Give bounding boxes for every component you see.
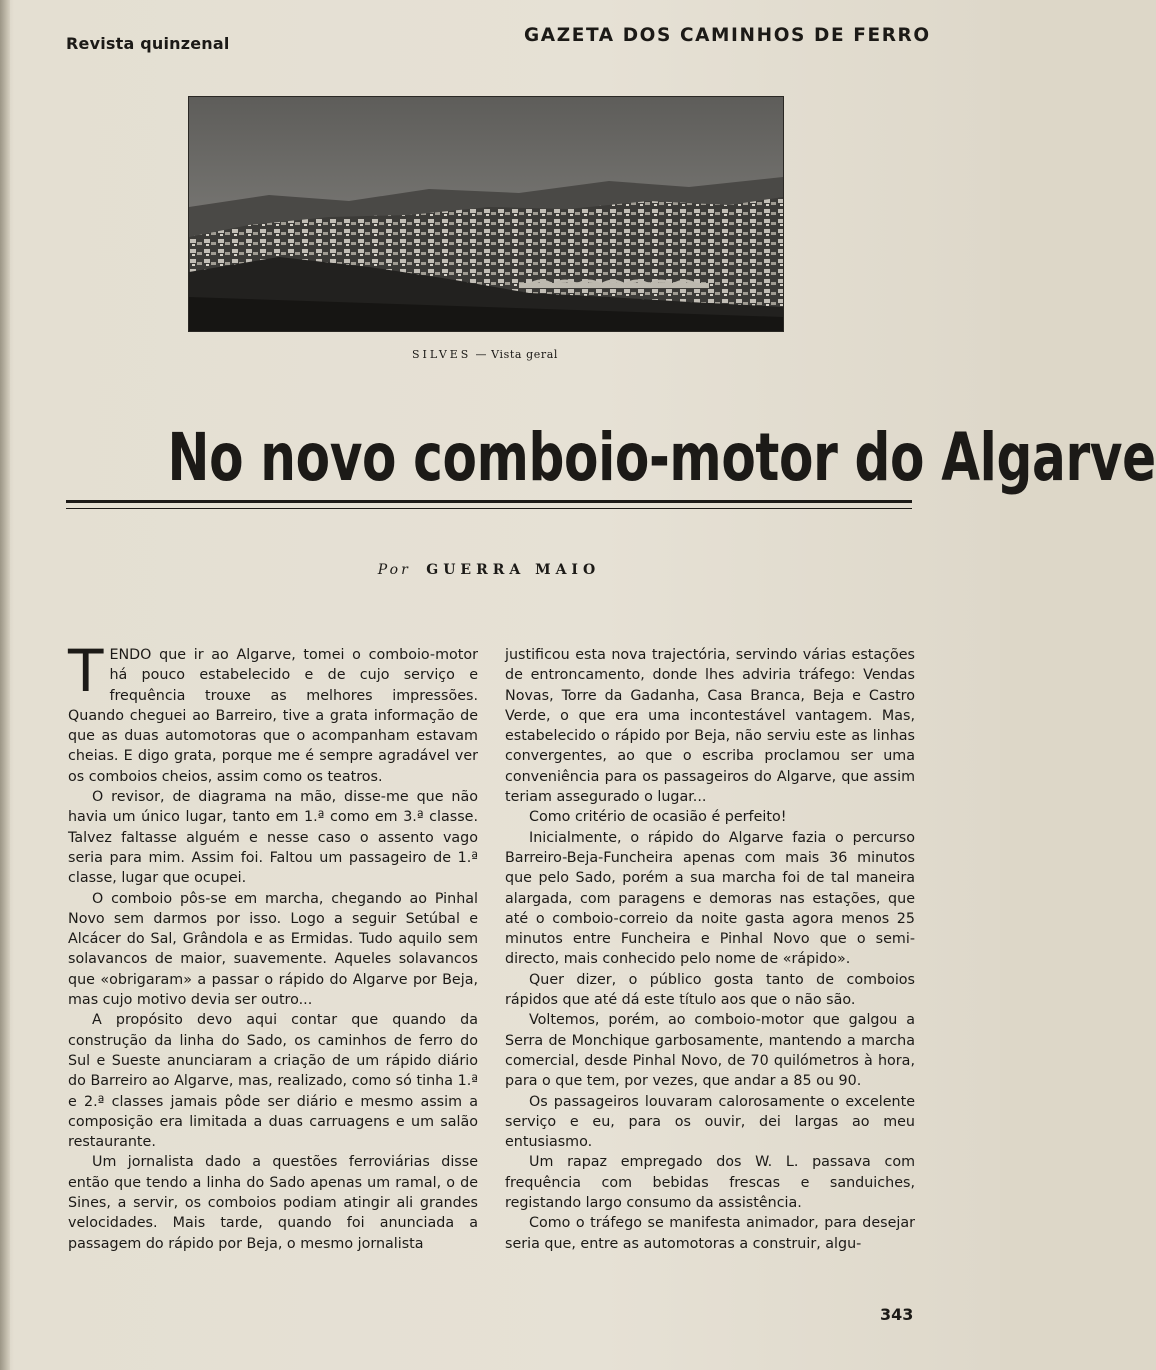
drop-cap: T: [68, 637, 104, 705]
byline-prefix: Por: [377, 562, 411, 578]
paragraph: [68, 637, 478, 787]
photo-caption: [188, 348, 782, 361]
paragraph: Quer dizer, o público gosta tanto de comboios rápidos que até dá este título aos que o não são.: [505, 971, 915, 1009]
caption-dash: —: [475, 348, 488, 361]
paragraph: justificou esta nova trajectória, servindo várias estações de entroncamento, donde lhes adviria tráfego: Vendas Novas, Torre da Gadanha, Casa Branca, Beja e Castro Verde, o que era uma incontestável vantagem. Mas, estabelecido o rápido por Beja, não serviu este as linhas convergentes, ao que o escriba proclamou ser uma conveniência para os passageiros do Algarve, que assim teriam assegurado o lugar...: [505, 647, 915, 806]
town-panorama-illustration: [189, 97, 783, 331]
page-number: 343: [880, 1305, 914, 1324]
page-spine-shadow: [0, 0, 10, 1370]
article-title: No novo comboio-motor do Algarve: [167, 419, 1156, 496]
title-rule-thick: [66, 500, 912, 503]
paragraph-text: ENDO que ir ao Algarve, tomei o comboio-motor há pouco estabelecido e de cujo serviço e frequência trouxe as melhores impressões. Quando cheguei ao Barreiro, tive a grata informação de que as duas automotoras que o acompanham estavam cheias. E digo grata, porque me é sempre agradável ver os comboios cheios, assim como os teatros.: [68, 647, 478, 785]
header-publication-title: GAZETA DOS CAMINHOS DE FERRO: [524, 25, 931, 46]
paragraph: Um rapaz empregado dos W. L. passava com frequência com bebidas frescas e sanduiches, registando largo consumo da assistência.: [505, 1154, 915, 1212]
paragraph: O comboio pôs-se em marcha, chegando ao Pinhal Novo sem darmos por isso. Logo a seguir Setúbal e Alcácer do Sal, Grândola e as Ermidas. Tudo aquilo sem solavancos de maior, suavemente. Aqueles solavancos que «obrigaram» a passar o rápido do Algarve por Beja, mas cujo motivo devia ser outro...: [68, 890, 478, 1009]
author-name: GUERRA MAIO: [426, 562, 601, 578]
paragraph: Inicialmente, o rápido do Algarve fazia o percurso Barreiro-Beja-Funcheira apenas com mais 36 minutos que pelo Sado, porém a sua marcha foi de tal maneira alargada, com paragens e demoras nas estações, que até o comboio-correio da noite gasta agora menos 25 minutos entre Funcheira e Pinhal Novo que o semi-directo, mais conhecido pelo nome de «rápido».: [505, 829, 915, 968]
paragraph: Os passageiros louvaram calorosamente o excelente serviço e eu, para os ouvir, dei largas ao meu entusiasmo.: [505, 1093, 915, 1151]
title-rule-thin: [66, 508, 912, 509]
paragraph: O revisor, de diagrama na mão, disse-me que não havia um único lugar, tanto em 1.ª como em 3.ª classe. Talvez faltasse alguém e nesse caso o assento vago seria para mim. Assim foi. Faltou um passageiro de 1.ª classe, lugar que ocupei.: [68, 789, 478, 887]
header-periodicity: Revista quinzenal: [66, 34, 230, 53]
caption-description: Vista geral: [491, 348, 559, 361]
caption-place: SILVES: [411, 348, 472, 361]
byline: [66, 562, 912, 578]
article-column-right: [505, 645, 915, 1254]
article-column-left: [68, 637, 478, 1254]
paragraph: Como critério de ocasião é perfeito!: [529, 809, 787, 826]
paragraph: Como o tráfego se manifesta animador, para desejar seria que, entre as automotoras a construir, algu-: [505, 1215, 915, 1252]
paragraph: Voltemos, porém, ao comboio-motor que galgou a Serra de Monchique garbosamente, mantendo a marcha comercial, desde Pinhal Novo, de 70 quilómetros à hora, para o que tem, por vezes, que andar a 85 ou 90.: [505, 1012, 915, 1090]
paragraph: A propósito devo aqui contar que quando da construção da linha do Sado, os caminhos de ferro do Sul e Sueste anunciaram a criação de um rápido diário do Barreiro ao Algarve, mas, realizado, como só tinha 1.ª e 2.ª classes jamais pôde ser diário e mesmo assim a composição era limitada a duas carruagens e um salão restaurante.: [68, 1012, 478, 1151]
paragraph: Um jornalista dado a questões ferroviárias disse então que tendo a linha do Sado apenas um ramal, o de Sines, a servir, os comboios podiam atingir ali grandes velocidades. Mais tarde, quando foi anunciada a passagem do rápido por Beja, o mesmo jornalista: [68, 1154, 478, 1252]
silves-photograph: [188, 96, 784, 332]
